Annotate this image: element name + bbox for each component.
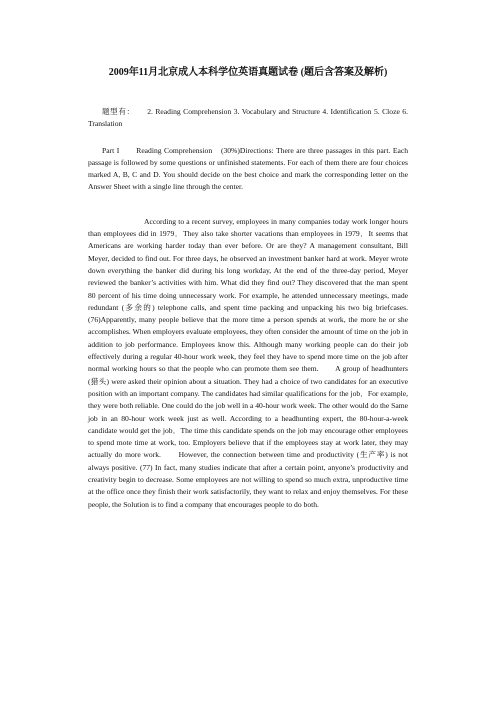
question-types-line: 题型有： 2. Reading Comprehension 3. Vocabulary and Structure 4. Identification 5. Cloze 6. Translation [88,107,408,129]
document-title: 2009年11月北京成人本科学位英语真题试卷 (题后含答案及解析) [108,67,388,78]
reading-passage: According to a recent survey, employees in many companies today work longer hours than employees did in 1979．They also take shorter vacations than employees in 1979．It seems that Americans are working harder today than ever before. Or are they? A management consultant, Bill Meyer, decided to find out. For three days, he observed an investment banker hard at work. Meyer wrote down everything the banker did during his long workday, At the end of the three-day period, Meyer reviewed the banker’s activities with him. What did they find out? They discovered that the man spent 80 percent of his time doing unnecessary work. For example, he attended unnecessary meetings, made redundant (多余的) telephone calls, and spent time packing and unpacking his two big briefcases. (76)Apparently, many people believe that the more time a person spends at work, the more he or she accomplishes. When employers evaluate employees, they often consider the amount of time on the job in addition to job performance. Employees know this. Although many working people can do their job effectively during a regular 40-hour work week, they feel they have to spend more time on the job after normal working hours so that the people who can promote them see them. A group of headhunters (猎头) were asked their opinion about a situation. They had a choice of two candidates for an executive position with an important company. The candidates had similar qualifications for the job．For example, they were both reliable. One could do the job well in a 40-hour work week. The other would do the Same job in an 80-hour work week just as well. According to a headhunting expert, the 80-hour-a-week candidate would get the job．The time this candidate spends on the job may encourage other employees to spend mote time at work, too. Employers believe that if the employees stay at work later, they may actually do more work. However, the connection between time and productivity (生产率) is not always positive. (77) In fact, many studies indicate that after a certain point, anyone’s productivity and creativity begin to decrease. Some employees are not willing to spend so much extra, unproductive time at the office once they finish their work satisfactorily, they want to relax and enjoy themselves. For these people, the Solution is to find a company that encourages people to do both. [88,216,424,509]
part1-instructions: Part I Reading Comprehension (30%)Directions: There are three passages in this part. Each passage is followed by some questions or unfinished statements. For each of them there are four choices marked A, B, C and D. You should decide on the best choice and mark the corresponding letter on the Answer Sheet with a single line through the center. [88,145,408,192]
